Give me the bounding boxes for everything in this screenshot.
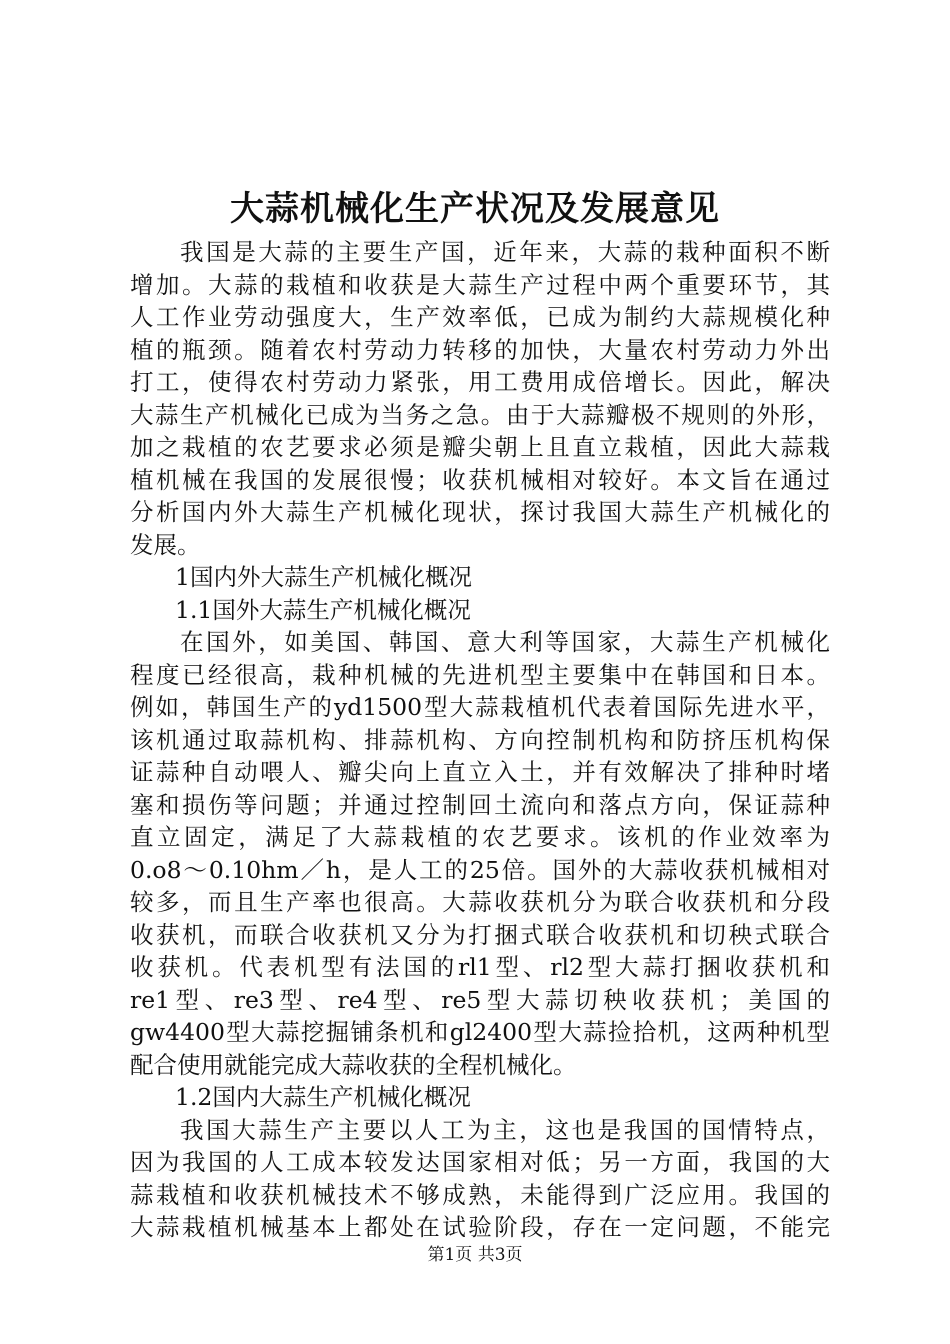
paragraph-line: 收获机，而联合收获机又分为打捆式联合收获机和切秧式联合	[130, 920, 830, 949]
paragraph-line: 例如，韩国生产的yd1500型大蒜栽植机代表着国际先进水平，	[130, 693, 830, 721]
paragraph-line: 在国外，如美国、韩国、意大利等国家，大蒜生产机械化	[180, 628, 830, 656]
paragraph-line: 配合使用就能完成大蒜收获的全程机械化。	[130, 1050, 577, 1079]
paragraph-line: 发展。	[130, 530, 201, 559]
paragraph-line: 证蒜种自动喂人、瓣尖向上直立入土，并有效解决了排种时堵	[130, 758, 830, 786]
paragraph-line: 因为我国的人工成本较发达国家相对低；另一方面，我国的大	[130, 1148, 830, 1176]
paragraph-line: 直立固定，满足了大蒜栽植的农艺要求。该机的作业效率为	[130, 823, 830, 851]
paragraph-line: 大蒜栽植机械基本上都处在试验阶段，存在一定问题，不能完	[130, 1213, 830, 1241]
paragraph-line: 植机械在我国的发展很慢；收获机械相对较好。本文旨在通过	[130, 465, 830, 494]
subsection-heading: 1.2国内大蒜生产机械化概况	[175, 1083, 471, 1111]
paragraph-line: 收获机。代表机型有法国的rl1型、rl2型大蒜打捆收获机和	[130, 953, 830, 981]
paragraph-line: 蒜栽植和收获机械技术不够成熟，未能得到广泛应用。我国的	[130, 1180, 830, 1209]
paragraph-line: 程度已经很高，栽种机械的先进机型主要集中在韩国和日本。	[130, 660, 830, 689]
paragraph-line: 植的瓶颈。随着农村劳动力转移的加快，大量农村劳动力外出	[130, 335, 830, 364]
document-title: 大蒜机械化生产状况及发展意见	[230, 189, 720, 229]
document-body	[130, 236, 830, 1244]
paragraph-line: gw4400型大蒜挖掘铺条机和gl2400型大蒜捡拾机，这两种机型	[130, 1018, 830, 1046]
paragraph-line: 人工作业劳动强度大，生产效率低，已成为制约大蒜规模化种	[130, 303, 830, 331]
paragraph-line: 塞和损伤等问题；并通过控制回土流向和落点方向，保证蒜种	[130, 790, 830, 819]
paragraph-line: 我国大蒜生产主要以人工为主，这也是我国的国情特点，	[180, 1115, 830, 1144]
subsection-heading: 1.1国外大蒜生产机械化概况	[175, 595, 471, 624]
paragraph-line: 增加。大蒜的栽植和收获是大蒜生产过程中两个重要环节，其	[130, 270, 830, 299]
paragraph-line: 打工，使得农村劳动力紧张，用工费用成倍增长。因此，解决	[130, 368, 830, 396]
paragraph-line: re1型、re3型、re4型、re5型大蒜切秧收获机；美国的	[130, 985, 830, 1014]
paragraph-line: 该机通过取蒜机构、排蒜机构、方向控制机构和防挤压机构保	[130, 725, 830, 754]
page-number: 第1页 共3页	[427, 1245, 523, 1265]
paragraph-line: 我国是大蒜的主要生产国，近年来，大蒜的栽种面积不断	[180, 238, 830, 266]
paragraph-line: 较多，而且生产率也很高。大蒜收获机分为联合收获机和分段	[130, 888, 830, 916]
paragraph-line: 分析国内外大蒜生产机械化现状，探讨我国大蒜生产机械化的	[130, 498, 830, 526]
paragraph-line: 大蒜生产机械化已成为当务之急。由于大蒜瓣极不规则的外形，	[130, 400, 830, 429]
paragraph-line: 加之栽植的农艺要求必须是瓣尖朝上且直立栽植，因此大蒜栽	[130, 433, 830, 461]
section-heading: 1国内外大蒜生产机械化概况	[175, 563, 472, 591]
paragraph-line: 0.o8～0.10hm／h，是人工的25倍。国外的大蒜收获机械相对	[130, 855, 830, 884]
